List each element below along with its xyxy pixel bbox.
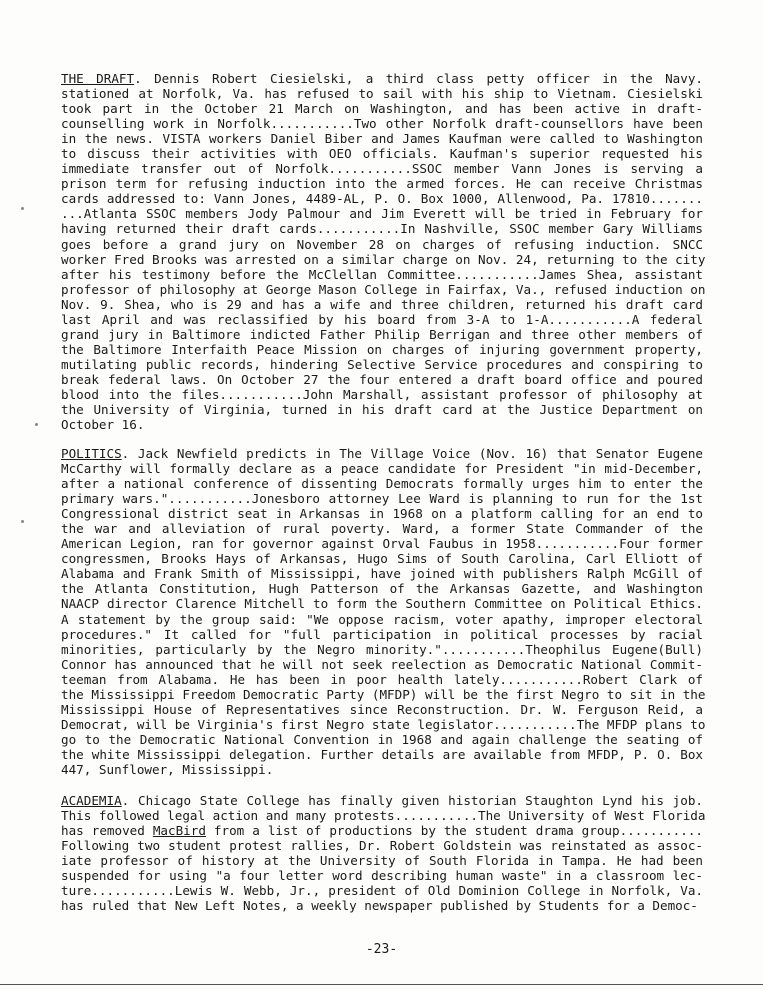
text-line	[61, 642, 703, 657]
line-text: break federal laws. On October 27 the four entered a draft board office and poured	[61, 371, 703, 387]
text-line	[61, 116, 703, 131]
text-line	[61, 838, 703, 853]
line-text: Connor has announced that he will not seek reelection as Democratic National Commit-	[61, 656, 703, 672]
section-the-draft	[61, 71, 706, 433]
line-text: minorities, particularly by the Negro minority."...........Theophilus Eugene(Bull)	[61, 641, 703, 657]
line-text: grand jury in Baltimore indicted Father Philip Berrigan and three other members of	[61, 326, 703, 342]
text-line	[61, 402, 703, 417]
text-line	[61, 793, 703, 808]
text-line	[61, 581, 703, 596]
text-line	[61, 853, 703, 868]
line-text: Congressional district seat in Arkansas in 1968 on a platform calling for an end to	[61, 506, 703, 522]
line-text: 447, Sunflower, Mississippi.	[61, 761, 274, 777]
text-line	[61, 312, 703, 327]
line-text: go to the Democratic National Convention in 1968 and again challenge the seating of	[61, 731, 703, 747]
line-text: after his testimony before the McClellan Committee...........James Shea, assistant	[61, 266, 703, 282]
text-line	[61, 566, 703, 581]
line-text: American Legion, ran for governor against Orval Faubus in 1958...........Four former	[61, 536, 703, 552]
line-text: iate professor of history at the University of South Florida in Tampa. He had been	[61, 853, 703, 869]
text-line	[61, 251, 706, 267]
stray-mark	[35, 423, 38, 426]
text-line	[61, 446, 703, 461]
text-line	[61, 898, 703, 913]
line-text: Nov. 9. Shea, who is 29 and has a wife and three children, returned his draft card	[61, 296, 703, 312]
line-text: worker Fred Brooks was arrested on a similar charge on Nov. 24, returning to the city	[61, 251, 706, 267]
line-text: mutilating public records, hindering Selective Service procedures and conspiring to	[61, 356, 703, 372]
text-line	[61, 521, 703, 536]
line-text: the University of Virginia, turned in his draft card at the Justice Department on	[61, 402, 703, 418]
stray-mark	[21, 207, 24, 210]
underlined-title: MacBird	[152, 823, 206, 839]
line-text: the white Mississippi delegation. Further details are available from MFDP, P. O. Box	[61, 746, 703, 762]
text-line	[61, 762, 703, 777]
line-text: primary wars."...........Jonesboro attorney Lee Ward is planning to run for the 1st	[61, 491, 703, 507]
line-text: suspended for using "a four letter word describing human waste" in a classroom lec-	[61, 868, 703, 884]
line-text: having returned their draft cards...........In Nashville, SSOC member Gary Williams	[61, 221, 703, 237]
line-text: . Chicago State College has finally given historian Staughton Lynd his job.	[121, 793, 703, 808]
line-text: October 16.	[61, 417, 145, 433]
text-line	[61, 191, 703, 206]
text-line	[61, 86, 703, 101]
line-text: A statement by the group said: "We oppose racism, voter apathy, improper electoral	[61, 611, 703, 627]
line-text: the Mississippi Freedom Democratic Party (MFDP) will be the first Negro to sit in the	[61, 686, 706, 702]
line-text: NAACP director Clarence Mitchell to form the Southern Committee on Political Ethics.	[61, 596, 703, 612]
text-line	[61, 808, 706, 824]
text-line	[61, 267, 703, 282]
line-text: the Baltimore Interfaith Peace Mission on charges of injuring government property,	[61, 341, 703, 357]
line-text: the Atlanta Constitution, Hugh Patterson of the Arkansas Gazette, and Washington	[61, 581, 703, 597]
line-text: teeman from Alabama. He has been in poor health lately...........Robert Clark of	[61, 671, 703, 687]
line-text: goes before a grand jury on November 28 on charges of refusing induction. SNCC	[61, 236, 703, 252]
text-line	[61, 732, 703, 747]
text-line	[61, 297, 703, 312]
text-line	[61, 686, 706, 702]
line-text: stationed at Norfolk, Va. has refused to sail with his ship to Vietnam. Ciesielski	[61, 86, 703, 102]
text-line	[61, 357, 703, 372]
page-bottom-rule	[0, 984, 763, 985]
line-text: cards addressed to: Vann Jones, 4489-AL, P. O. Box 1000, Allenwood, Pa. 17810.......	[61, 191, 703, 207]
text-line	[61, 161, 703, 176]
text-line	[61, 506, 703, 521]
line-text: Following two student protest rallies, Dr. Robert Goldstein was reinstated as assoc-	[61, 838, 703, 854]
text-line	[61, 221, 703, 236]
line-text: professor of philosophy at George Mason College in Fairfax, Va., refused induction on	[61, 281, 706, 297]
line-text: prison term for refusing induction into the armed forces. He can receive Christmas	[61, 176, 703, 192]
text-line	[61, 342, 703, 357]
section-heading: THE DRAFT	[61, 71, 135, 86]
line-text: in the news. VISTA workers Daniel Biber and James Kaufman were called to Washington	[61, 131, 703, 147]
line-text: after a national conference of dissenting Democrats formally urges him to enter the	[61, 476, 703, 492]
line-text: ...Atlanta SSOC members Jody Palmour and Jim Everett will be tried in February for	[61, 206, 703, 222]
text-line	[61, 206, 703, 221]
line-text: last April and was reclassified by his board from 3-A to 1-A...........A federal	[61, 311, 703, 327]
text-line	[61, 657, 703, 672]
section-academia	[61, 793, 706, 914]
text-line	[61, 476, 703, 491]
line-text: immediate transfer out of Norfolk...........SSOC member Vann Jones is serving a	[61, 161, 703, 177]
text-line	[61, 176, 703, 191]
section-heading: POLITICS	[61, 446, 122, 461]
text-line	[61, 627, 703, 642]
stray-mark	[21, 520, 24, 523]
text-line	[61, 702, 703, 717]
text-line	[61, 491, 703, 506]
text-line	[61, 237, 703, 252]
line-text: McCarthy will formally declare as a peace candidate for President "in mid-December,	[61, 461, 703, 477]
line-text: . Dennis Robert Ciesielski, a third class petty officer in the Navy.	[134, 71, 703, 86]
section-heading: ACADEMIA	[61, 793, 122, 808]
line-text: counselling work in Norfolk...........Two other Norfolk draft-counsellors have been	[61, 116, 703, 132]
text-line	[61, 71, 703, 86]
text-line	[61, 461, 703, 476]
line-text: . Jack Newfield predicts in The Village Voice (Nov. 16) that Senator Eugene	[121, 446, 703, 461]
line-text: ture...........Lewis W. Webb, Jr., president of Old Dominion College in Norfolk, Va.	[61, 883, 703, 899]
text-line	[61, 716, 706, 732]
line-text: blood into the files...........John Marshall, assistant professor of philosophy at	[61, 386, 703, 402]
text-line	[61, 536, 703, 551]
line-text: the war and alleviation of rural poverty. Ward, a former State Commander of the	[61, 521, 703, 537]
line-text: procedures." It called for "full participation in political processes by racial	[61, 626, 703, 642]
text-line	[61, 372, 703, 387]
text-line	[61, 417, 703, 432]
page-number: -23-	[365, 942, 398, 957]
line-text: to discuss their activities with OEO officials. Kaufman's superior requested his	[61, 146, 703, 162]
text-line	[61, 868, 703, 883]
line-text: congressmen, Brooks Hays of Arkansas, Hugo Sims of South Carolina, Carl Elliott of	[61, 551, 703, 567]
text-line	[61, 281, 706, 297]
text-line	[61, 596, 703, 611]
text-line	[61, 131, 703, 146]
line-text: has removed MacBird from a list of productions by the student drama group...........	[61, 823, 703, 839]
section-politics	[61, 446, 706, 777]
text-line	[61, 883, 703, 898]
text-line	[61, 551, 703, 566]
text-line	[61, 672, 703, 687]
text-line	[61, 101, 703, 116]
line-text: took part in the October 21 March on Washington, and has been active in draft-	[61, 101, 703, 117]
line-text: Alabama and Frank Smith of Mississippi, have joined with publishers Ralph McGill of	[61, 566, 703, 582]
text-line	[61, 612, 703, 627]
line-text: has ruled that New Left Notes, a weekly newspaper published by Students for a Democ-	[61, 898, 698, 914]
text-line	[61, 823, 703, 838]
text-line	[61, 387, 703, 402]
text-line	[61, 146, 703, 161]
text-line	[61, 747, 703, 762]
line-text: Mississippi House of Representatives since Reconstruction. Dr. W. Ferguson Reid, a	[61, 701, 703, 717]
text-line	[61, 327, 703, 342]
line-text: Democrat, will be Virginia's first Negro state legislator...........The MFDP plans to	[61, 716, 706, 732]
line-text: This followed legal action and many protests...........The University of West Florida	[61, 808, 706, 824]
